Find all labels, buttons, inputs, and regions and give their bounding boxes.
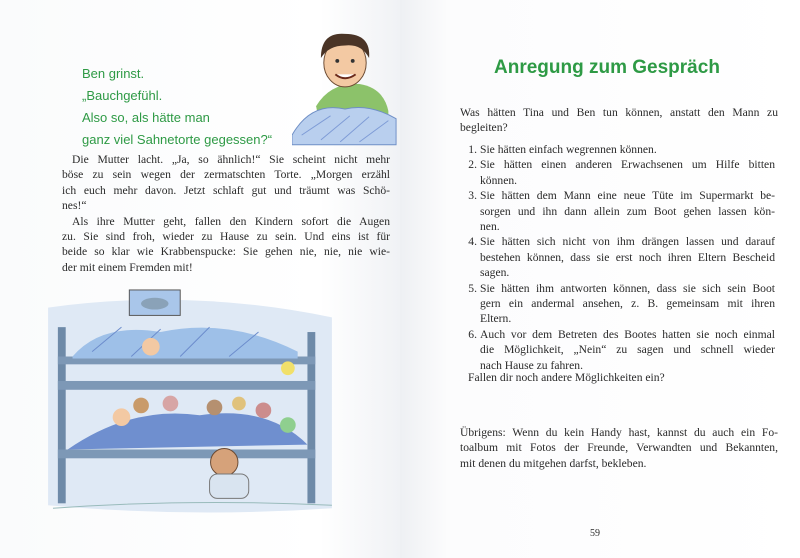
text-line: sagen. <box>480 266 510 280</box>
text-line: Sie hätten einfach wegrennen können. <box>480 143 657 156</box>
speech-line: Also so, als hätte man <box>82 110 210 125</box>
text-line: Die Mutter lacht. „Ja, so ähnlich!“ Sie scheint nicht mehr <box>72 153 390 166</box>
list-item <box>462 188 775 234</box>
list-item-text <box>480 327 775 373</box>
list-item-text <box>480 157 775 188</box>
list-item <box>462 234 775 280</box>
list-item <box>462 281 775 327</box>
text-line: Eltern. <box>480 312 512 326</box>
text-line: gern ein andermal ansehen, z. B. gemeinsam mit ihren <box>480 297 775 311</box>
text-line: toalbum mit Fotos der Freunde, Verwandten und Bekannten, <box>460 441 778 455</box>
page-number: 59 <box>590 528 600 539</box>
list-number: 6. <box>468 327 477 341</box>
text-line: ich euch mehr davon. Jetzt schlaft gut und träumt was Schö- <box>62 183 390 197</box>
text-line: Sie hätten dem Mann eine neue Tüte im Supermarkt be- <box>480 189 775 203</box>
list-number: 4. <box>468 235 477 249</box>
list-item <box>462 142 775 157</box>
text-line: die Möglichkeit, „Nein“ zu sagen und schnell wieder <box>480 343 775 357</box>
possibilities-list <box>462 142 775 373</box>
list-item-text <box>480 142 775 157</box>
speech-line: Ben grinst. <box>82 66 145 81</box>
section-heading: Anregung zum Gespräch <box>494 57 720 78</box>
text-line: Als ihre Mutter geht, fallen den Kindern sofort die Augen <box>72 214 390 228</box>
text-line: Sie hätten sich nicht von ihm drängen lassen und darauf <box>480 235 775 249</box>
list-item-text <box>480 188 775 234</box>
text-line: mit denen du mitgehen darfst, bekleben. <box>460 456 647 470</box>
text-line: nach Hause zu fahren. <box>480 358 584 372</box>
text-line: Auch vor dem Betreten des Bootes hatten sie noch einmal <box>480 327 775 341</box>
text-line: Übrigens: Wenn du kein Handy hast, kannst du auch ein Fo- <box>460 426 778 439</box>
list-item <box>462 327 775 373</box>
list-item-text <box>480 281 775 327</box>
note-text <box>460 425 778 471</box>
text-line: nen. <box>480 220 500 234</box>
text-line: beide so klar wie Krabbenspucke: Sie gehen nie, nie, nie wie- <box>62 245 390 259</box>
followup-question: Fallen dir noch andere Möglichkeiten ein? <box>468 371 665 384</box>
text-line: bestehen können, dass sie erst noch ihren Eltern Bescheid <box>480 250 775 264</box>
list-number: 1. <box>468 143 477 156</box>
story-text <box>62 152 390 275</box>
list-item <box>462 157 775 188</box>
text-line: Sie hätten einen anderen Erwachsenen um Hilfe bitten <box>480 158 775 172</box>
question-text <box>460 105 778 136</box>
text-line: Was hätten Tina und Ben tun können, anstatt den Mann zu <box>460 106 778 119</box>
list-item-text <box>480 234 775 280</box>
text-line: zu. Sie sind froh, wieder zu Hause zu sein. Und eins ist für <box>62 230 390 244</box>
speech-line: ganz viel Sahnetorte gegessen?“ <box>82 132 273 147</box>
list-number: 5. <box>468 281 477 295</box>
text-line: Sie hätten ihm antworten können, dass sie sich sein Boot <box>480 281 775 295</box>
list-number: 3. <box>468 189 477 203</box>
text-line: böse zu sein wegen der zermatschten Torte. „Morgen erzähl <box>62 168 390 182</box>
text-line: der mit einem Fremden mit! <box>62 260 193 274</box>
bunk-bed-illustration <box>40 288 340 518</box>
text-line: sorgen und ihn dann allein zum Boot gehen lassen kön- <box>480 204 775 218</box>
boy-in-bed-illustration <box>292 22 398 147</box>
speech-line: „Bauchgefühl. <box>82 88 163 103</box>
text-line: nes!“ <box>62 199 87 213</box>
text-line: können. <box>480 173 518 187</box>
text-line: begleiten? <box>460 121 508 135</box>
speech-text <box>82 63 272 151</box>
list-number: 2. <box>468 158 477 172</box>
